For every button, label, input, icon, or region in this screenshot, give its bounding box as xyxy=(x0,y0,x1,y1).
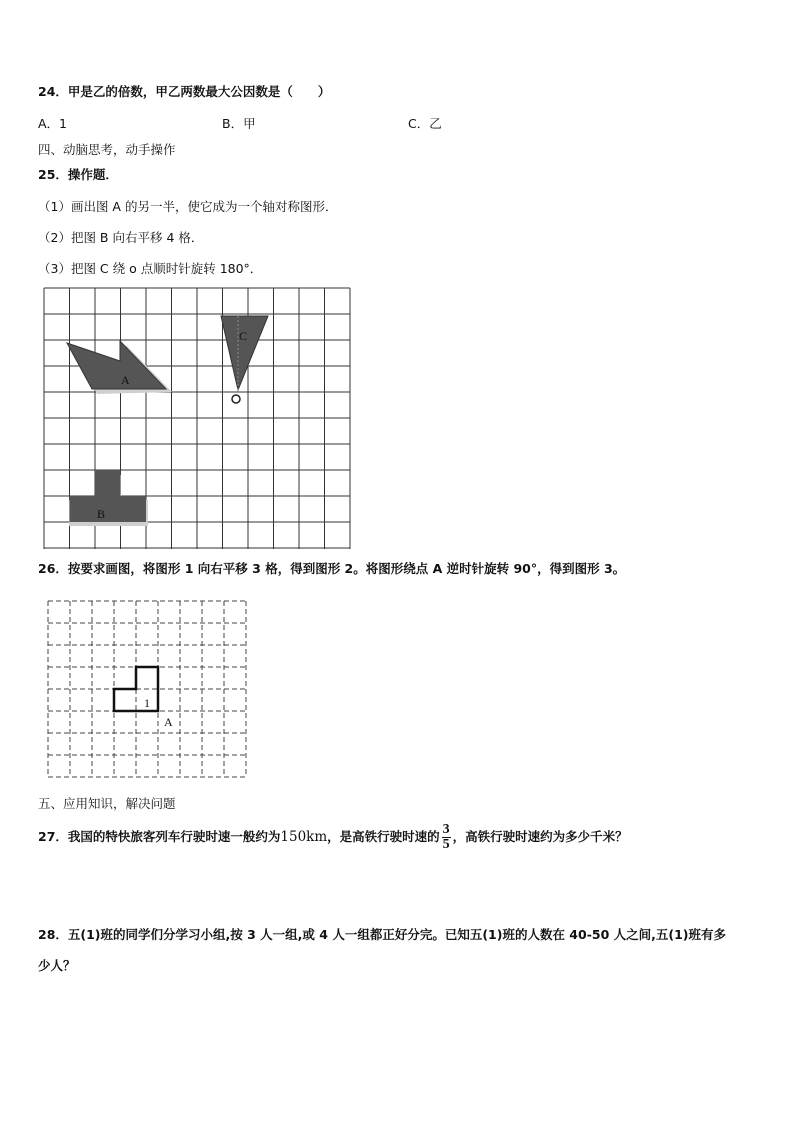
q24-text: 24．甲是乙的倍数，甲乙两数最大公因数是（ ） xyxy=(38,84,331,99)
q27-fraction-numerator: 3 xyxy=(442,821,450,837)
q25-title: 25．操作题． xyxy=(38,167,118,182)
q25-item-1: （1）画出图 A 的另一半，使它成为一个轴对称图形． xyxy=(38,199,338,214)
q26-grid-figure xyxy=(46,600,250,780)
shape-b xyxy=(70,470,147,522)
figure-1-label: 1 xyxy=(144,696,150,710)
q27-speed: 150km xyxy=(280,829,328,845)
q25-item-2: （2）把图 B 向右平移 4 格． xyxy=(38,230,204,245)
q24-option-b: B．甲 xyxy=(222,116,256,131)
shape-b-label: B xyxy=(97,507,106,521)
section4-title: 四、动脑思考，动手操作 xyxy=(38,142,176,157)
q24-option-a: A．1 xyxy=(38,116,68,131)
figure-1-shape xyxy=(114,667,158,711)
section5-title: 五、应用知识，解决问题 xyxy=(38,796,176,811)
rotation-point-o xyxy=(232,395,240,403)
q25-grid-figure xyxy=(40,286,352,552)
q25-item-3: （3）把图 C 绕 o 点顺时针旋转 180°． xyxy=(38,261,263,276)
q27-fraction xyxy=(442,823,451,852)
q26-dashed-grid xyxy=(48,601,246,777)
shape-c-label: C xyxy=(239,329,248,343)
q24-option-c: C．乙 xyxy=(408,116,442,131)
shape-a-label: A xyxy=(121,373,130,387)
shape-c xyxy=(221,316,268,390)
q27-text xyxy=(38,820,628,854)
point-a-label: A xyxy=(164,715,173,729)
q27-fraction-denominator: 5 xyxy=(442,836,450,852)
q26-text: 26．按要求画图，将图形 1 向右平移 3 格，得到图形 2。将图形绕点 A 逆时针旋转 90°，得到图形 3。 xyxy=(38,561,626,576)
q27-text-middle: ，是高铁行驶时速的 xyxy=(327,829,440,844)
q27-text-before: 27．我国的特快旅客列车行驶时速一般约为 xyxy=(38,829,281,844)
shape-a xyxy=(67,341,166,389)
q27-text-after: ，高铁行驶时速约为多少千米？ xyxy=(452,829,628,844)
q28-line-1: 28．五(1)班的同学们分学习小组,按 3 人一组,或 4 人一组都正好分完。已知五(1)班的人数在 40-50 人之间,五(1)班有多 xyxy=(38,927,726,942)
q28-line-2: 少人？ xyxy=(38,958,76,973)
